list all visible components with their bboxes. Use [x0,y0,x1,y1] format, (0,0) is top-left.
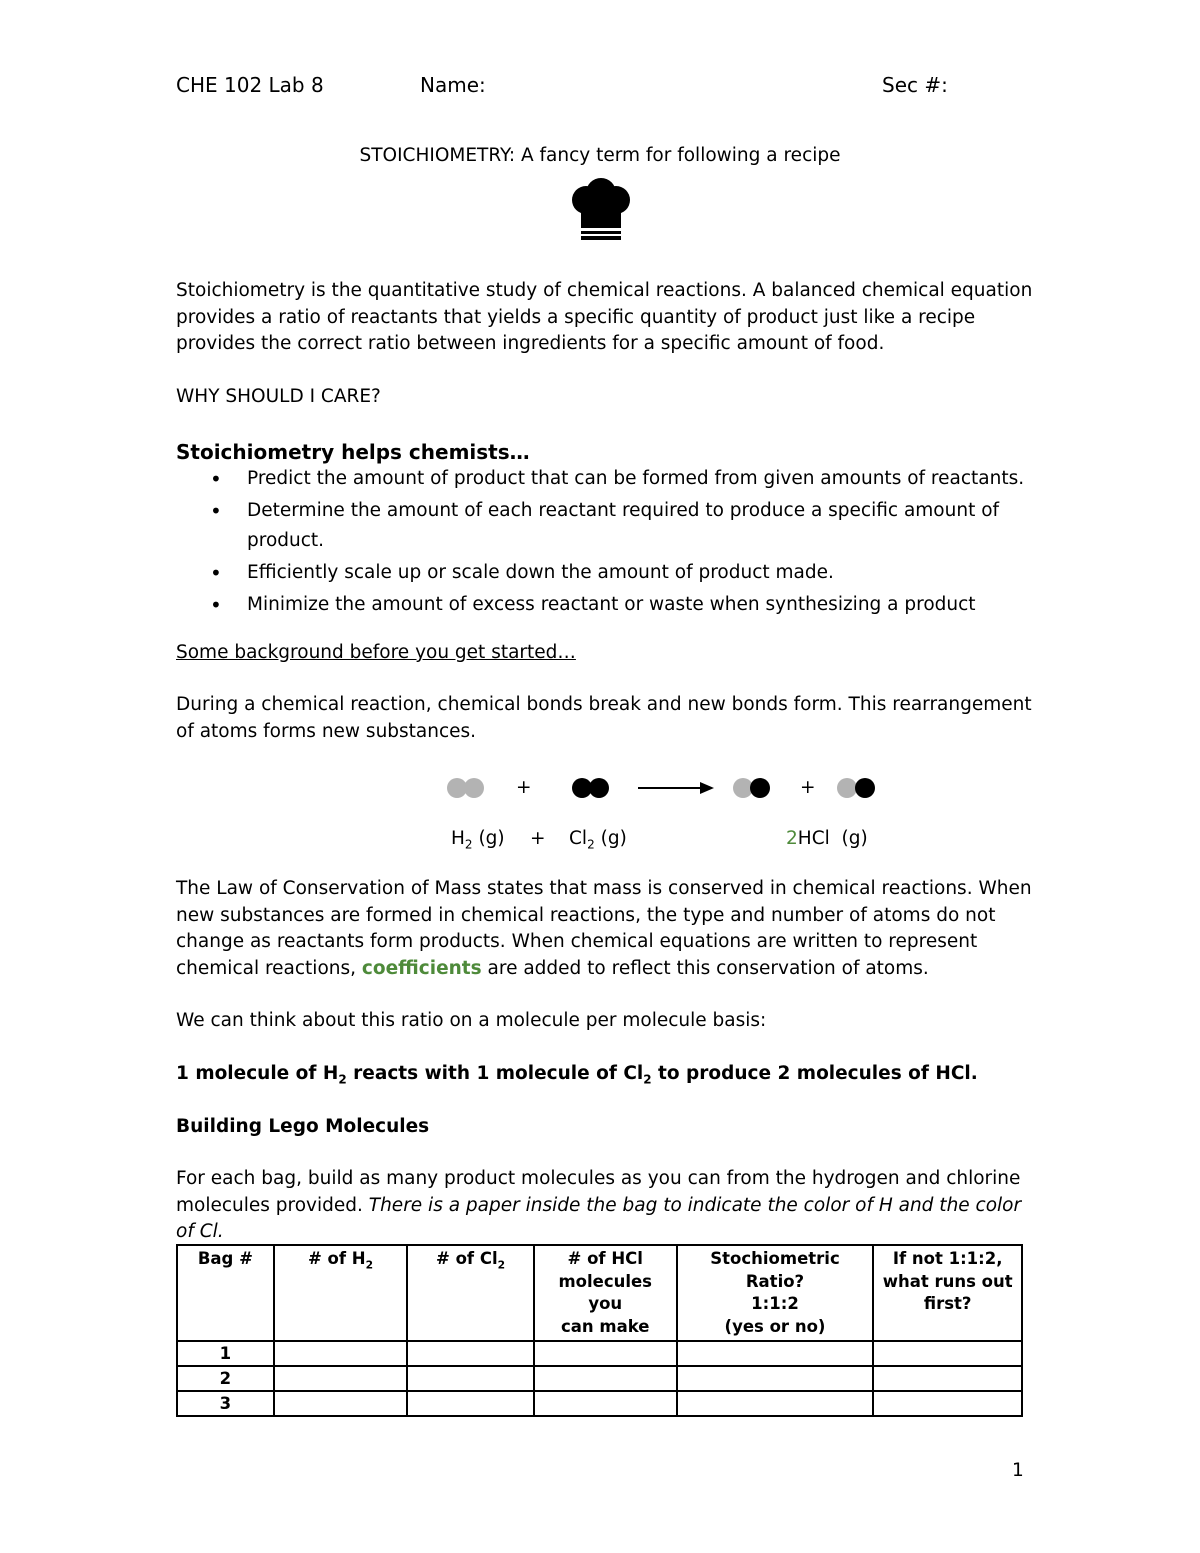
section-label: Sec #: [882,73,948,97]
table-row [177,1366,1022,1391]
lego-paragraph: For each bag, build as many product molecules as you can from the hydrogen and chlorine molecules provided. There is a paper inside the bag to indicate the color of H and the color of Cl. [176,1168,1022,1242]
ratio-cell[interactable] [677,1366,874,1391]
header-runs-out: If not 1:1:2, what runs out first? [873,1245,1022,1341]
cl2-count-cell[interactable] [407,1391,534,1416]
background-heading: Some background before you get started… [176,642,576,663]
cl2-count-cell[interactable] [407,1366,534,1391]
results-table [176,1244,1023,1417]
list-item: • Minimize the amount of excess reactant or waste when synthesizing a product [176,590,1036,620]
intro-paragraph: Stoichiometry is the quantitative study of chemical reactions. A balanced chemical equation provides a ratio of reactants that yields a specific quantity of product just like a recipe provides the correct ratio between ingredients for a specific amount of food. [176,280,1033,354]
h2-count-cell[interactable] [274,1366,408,1391]
table-header-row [177,1245,1022,1341]
hcl-count-cell[interactable] [534,1391,677,1416]
equation-plus: + [530,828,546,849]
hcl-formula: 2HCl (g) [786,828,868,849]
ratio-cell[interactable] [677,1341,874,1366]
coefficients-keyword: coefficients [361,957,482,979]
hydrogen-atom [837,778,857,798]
list-item: • Determine the amount of each reactant required to produce a specific amount of product. [176,496,1036,556]
runs-out-cell[interactable] [873,1366,1022,1391]
header-bag: Bag # [177,1245,274,1341]
cl2-count-cell[interactable] [407,1341,534,1366]
conservation-paragraph: The Law of Conservation of Mass states that mass is conserved in chemical reactions. When new substances are formed in chemical reactions, the type and number of atoms do not change as reactants form products. When chemical equations are written to represent chemical reactions, coefficients are added to reflect this conservation of atoms. [176,878,1032,979]
hcl-count-cell[interactable] [534,1366,677,1391]
hydrogen-atom [464,778,484,798]
runs-out-cell[interactable] [873,1391,1022,1416]
header-ratio: Stochiometric Ratio? 1:1:2 (yes or no) [677,1245,874,1341]
lego-heading: Building Lego Molecules [176,1116,430,1137]
ratio-intro: We can think about this ratio on a molecule per molecule basis: [176,1010,767,1031]
why-heading: WHY SHOULD I CARE? [176,386,381,407]
cl2-formula: $Cl_2$ (g) [569,828,627,852]
h2-formula: $H_2$ (g) [451,828,505,852]
h2-count-cell[interactable] [274,1391,408,1416]
runs-out-cell[interactable] [873,1341,1022,1366]
table-row [177,1391,1022,1416]
chlorine-atom [855,778,875,798]
ratio-cell[interactable] [677,1391,874,1416]
helps-heading: Stoichiometry helps chemists… [176,440,530,464]
table-row [177,1341,1022,1366]
course-label: CHE 102 Lab 8 [176,73,324,97]
list-item: • Predict the amount of product that can be formed from given amounts of reactants. [176,464,1036,494]
page-number: 1 [1012,1460,1024,1481]
bonds-paragraph: During a chemical reaction, chemical bonds break and new bonds form. This rearrangement of atoms forms new substances. [176,694,1032,742]
bag-number: 3 [177,1391,274,1416]
bag-number: 2 [177,1366,274,1391]
page-title: STOICHIOMETRY: A fancy term for following a recipe [359,145,841,166]
plus-sign: + [516,777,532,798]
header-cl2: # of $Cl_2$ [407,1245,534,1341]
name-label: Name: [420,73,486,97]
list-item: • Efficiently scale up or scale down the amount of product made. [176,558,1036,588]
benefits-list [176,464,1036,622]
bag-number: 1 [177,1341,274,1366]
arrow-right-icon [638,780,714,796]
header-h2: # of $H_2$ [274,1245,408,1341]
hcl-count-cell[interactable] [534,1341,677,1366]
chef-hat-icon [569,178,633,242]
plus-sign: + [800,777,816,798]
h2-count-cell[interactable] [274,1341,408,1366]
header-hcl: # of HCl molecules you can make [534,1245,677,1341]
ratio-statement: 1 molecule of $H_2$ reacts with 1 molecule of $Cl_2$ to produce 2 molecules of HCl. [176,1063,978,1087]
chlorine-atom [750,778,770,798]
chlorine-atom [589,778,609,798]
